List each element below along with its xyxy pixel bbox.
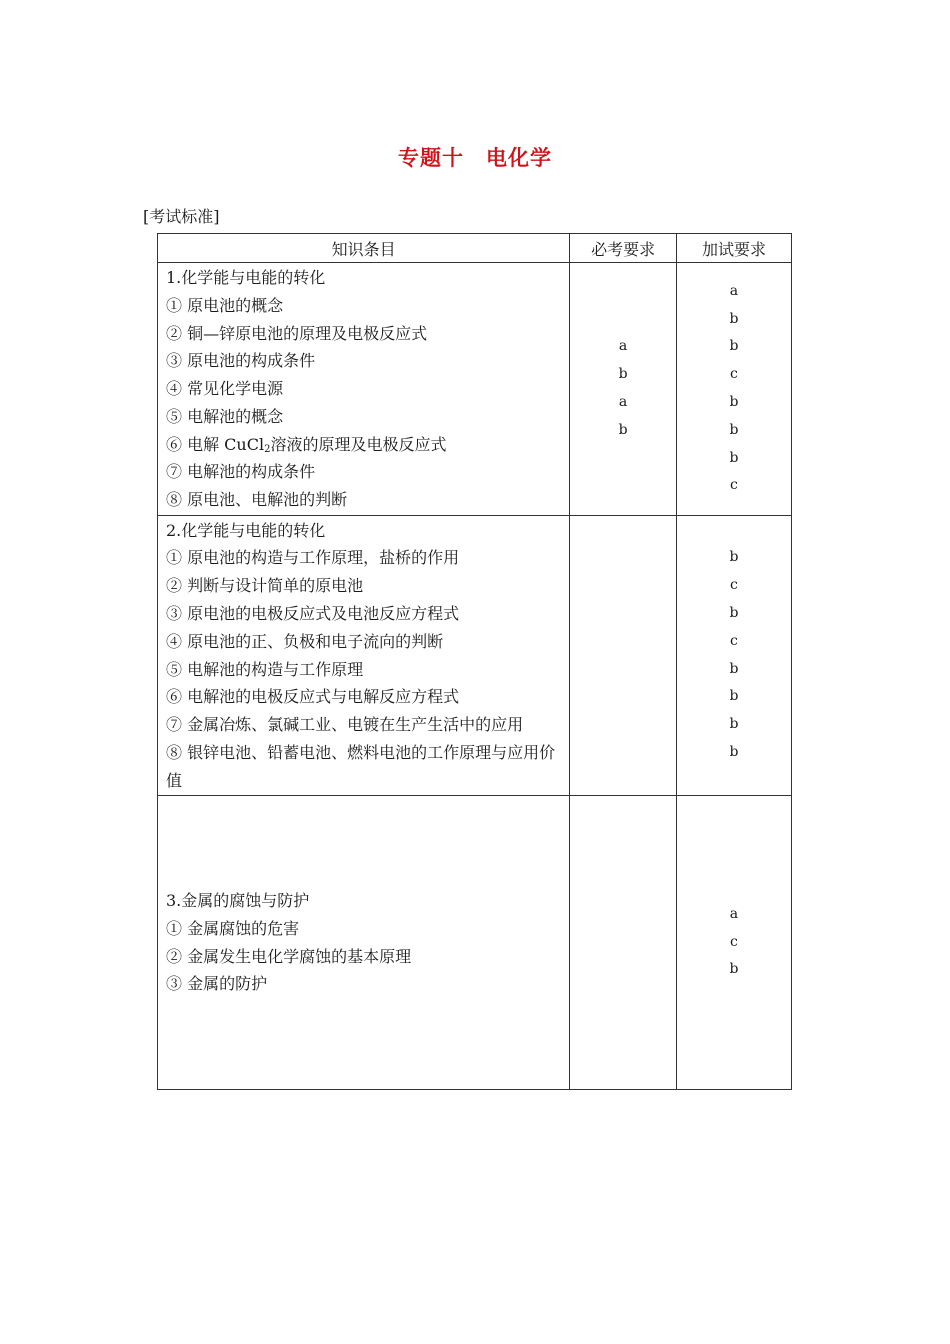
level-value: b <box>729 310 739 327</box>
header-extra: 加试要求 <box>676 234 791 263</box>
level-value: b <box>729 421 739 438</box>
knowledge-cell <box>158 516 570 796</box>
table-row <box>158 796 792 1090</box>
list-item: ⑧ 银锌电池、铅蓄电池、燃料电池的工作原理与应用价值 <box>166 742 556 790</box>
level-value: c <box>730 577 738 594</box>
list-item: ⑤ 电解池的构造与工作原理 <box>166 659 364 679</box>
required-level-cell <box>570 516 677 796</box>
list-item: ① 金属腐蚀的危害 <box>166 918 300 938</box>
level-value: c <box>730 632 738 649</box>
list-item: ③ 原电池的构成条件 <box>166 351 316 371</box>
required-level-cell <box>570 796 677 1090</box>
exam-standard-table <box>157 233 792 1090</box>
section-heading: 3.金属的腐蚀与防护 <box>166 890 310 910</box>
section-heading: 1.化学能与电能的转化 <box>166 267 326 287</box>
knowledge-cell <box>158 263 570 516</box>
list-item: ③ 金属的防护 <box>166 974 268 994</box>
level-value: c <box>730 933 738 950</box>
level-value: b <box>729 688 739 705</box>
level-value: b <box>729 549 739 566</box>
list-item: ② 金属发生电化学腐蚀的基本原理 <box>166 946 412 966</box>
level-value: b <box>729 394 739 410</box>
list-item: ④ 原电池的正、负极和电子流向的判断 <box>166 631 444 651</box>
list-item: ⑥ 电解池的电极反应式与电解反应方程式 <box>166 687 460 707</box>
subscript: 2 <box>264 443 271 455</box>
level-value: b <box>618 421 628 438</box>
list-item: ① 原电池的概念 <box>166 295 284 315</box>
level-value: b <box>729 743 739 760</box>
knowledge-cell <box>158 796 570 1090</box>
exam-standard-label: [考试标准] <box>143 207 220 226</box>
header-knowledge-items: 知识条目 <box>158 234 570 263</box>
table-row <box>158 263 792 516</box>
list-item: ⑧ 原电池、电解池的判断 <box>166 490 348 510</box>
level-value: a <box>729 905 739 922</box>
level-value: b <box>729 660 739 677</box>
level-value: b <box>729 716 739 733</box>
list-item-suffix: 溶液的原理及电极反应式 <box>270 434 447 454</box>
level-value: c <box>730 366 738 383</box>
level-value: b <box>729 604 739 621</box>
level-value: c <box>730 477 738 494</box>
level-value: a <box>729 282 739 299</box>
table-header-row <box>158 234 792 263</box>
list-item: ⑤ 电解池的概念 <box>166 406 284 426</box>
extra-level-cell <box>676 263 791 516</box>
list-item-prefix: ⑥ 电解 CuCl <box>166 434 265 454</box>
level-value: b <box>729 338 739 355</box>
header-required: 必考要求 <box>570 234 677 263</box>
extra-level-cell <box>676 516 791 796</box>
level-value: a <box>618 394 628 410</box>
level-value: b <box>729 961 739 978</box>
page-title: 专题十 电化学 <box>398 146 552 170</box>
list-item: ⑦ 金属冶炼、氯碱工业、电镀在生产生活中的应用 <box>166 715 524 735</box>
list-item: ② 铜—锌原电池的原理及电极反应式 <box>166 323 428 343</box>
required-level-cell <box>570 263 677 516</box>
level-value: b <box>618 366 628 383</box>
list-item: ④ 常见化学电源 <box>166 379 284 399</box>
level-value: b <box>729 449 739 466</box>
extra-level-cell <box>676 796 791 1090</box>
table-row <box>158 516 792 796</box>
list-item <box>166 431 561 459</box>
level-value: a <box>618 338 628 355</box>
list-item: ② 判断与设计简单的原电池 <box>166 576 364 596</box>
list-item: ⑦ 电解池的构成条件 <box>166 462 316 482</box>
section-heading: 2.化学能与电能的转化 <box>166 520 326 540</box>
list-item: ③ 原电池的电极反应式及电池反应方程式 <box>166 603 460 623</box>
list-item: ① 原电池的构造与工作原理，盐桥的作用 <box>166 548 460 568</box>
